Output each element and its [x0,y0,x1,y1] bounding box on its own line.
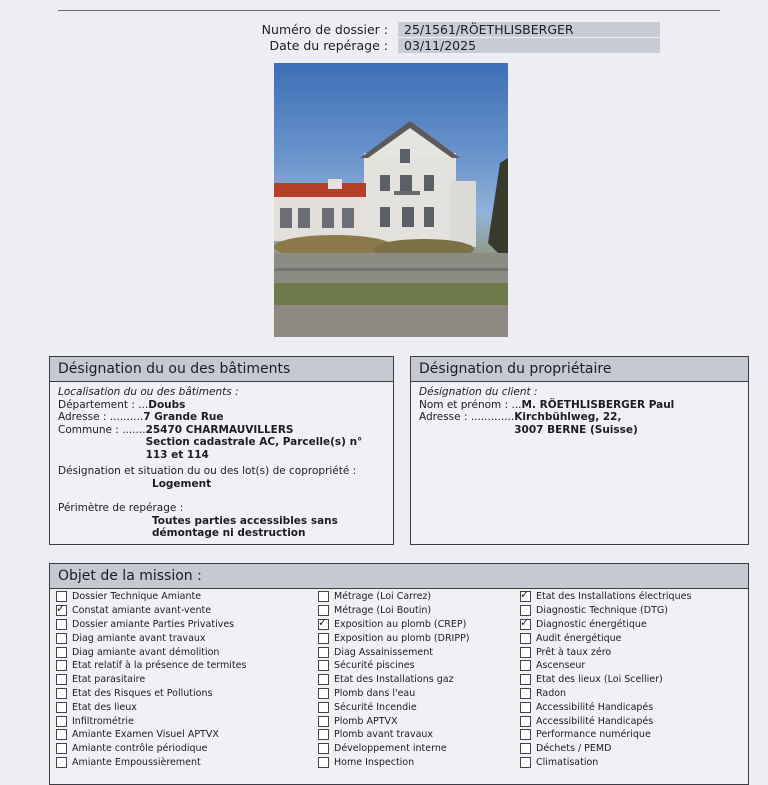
mission-option[interactable] [318,700,470,714]
mission-option-label: Métrage (Loi Carrez) [334,591,432,603]
dossier-label: Numéro de dossier : [261,22,388,37]
mission-option-label: Exposition au plomb (CREP) [334,618,467,630]
mission-option-label: Etat des lieux [72,701,137,713]
checkbox[interactable] [318,591,329,602]
checkbox[interactable] [56,619,67,630]
mission-option[interactable] [56,631,246,645]
checkbox[interactable] [520,647,531,658]
mission-option-label: Déchets / PEMD [536,743,612,755]
checkbox[interactable] [318,716,329,727]
checkbox[interactable] [56,729,67,740]
checkbox[interactable] [520,702,531,713]
mission-column-1 [56,590,246,769]
checkbox[interactable] [56,702,67,713]
mission-option[interactable] [56,604,246,618]
mission-option-label: Infiltrométrie [72,715,134,727]
mission-option[interactable] [520,604,691,618]
mission-option[interactable] [520,687,691,701]
checkbox[interactable] [318,647,329,658]
batiment-body [50,382,393,544]
mission-option[interactable] [56,714,246,728]
mission-option[interactable] [318,659,470,673]
checkbox[interactable] [318,757,329,768]
proprio-adresse-line-2: 3007 BERNE (Suisse) [514,423,638,436]
mission-option[interactable] [318,687,470,701]
mission-option-label: Amiante contrôle périodique [72,743,208,755]
checkbox-checked[interactable] [318,619,329,630]
proprio-adresse-line-1: Kirchbühlweg, 22, [514,411,622,423]
commune-row [58,424,385,462]
mission-option[interactable] [56,645,246,659]
mission-option-label: Prêt à taux zéro [536,646,612,658]
mission-option[interactable] [318,590,470,604]
mission-option[interactable] [520,700,691,714]
client-label: Désignation du client : [419,386,538,398]
mission-option-label: Etat parasitaire [72,674,146,686]
mission-option[interactable] [318,728,470,742]
mission-option-label: Audit énergétique [536,632,622,644]
proprio-adresse-row [419,411,740,436]
adresse-row [58,411,385,424]
mission-option-label: Sécurité Incendie [334,701,417,713]
mission-option-label: Etat des Installations électriques [536,591,692,603]
mission-option-label: Diag Assainissement [334,646,433,658]
mission-option-label: Dossier Technique Amiante [72,591,202,603]
mission-option-label: Dossier amiante Parties Privatives [72,618,235,630]
commune-line-3: 113 et 114 [145,448,209,461]
commune-value [146,424,363,462]
mission-option[interactable] [56,700,246,714]
checkbox[interactable] [56,688,67,699]
checkbox[interactable] [318,688,329,699]
mission-option-label: Exposition au plomb (DRIPP) [334,632,470,644]
commune-line-1: 25470 CHARMAUVILLERS [145,423,294,436]
mission-option-label: Plomb dans l'eau [334,687,416,699]
checkbox[interactable] [520,716,531,727]
mission-option[interactable] [520,631,691,645]
mission-option-label: Sécurité piscines [334,660,415,672]
mission-option-label: Ascenseur [536,660,586,672]
mission-option[interactable] [318,714,470,728]
mission-option-label: Etat des Installations gaz [334,674,454,686]
batiment-panel [49,356,394,545]
proprio-adresse-label: Adresse : ............. [419,411,515,423]
mission-option-label: Amiante Examen Visuel APTVX [72,729,219,741]
proprio-adresse-value [514,411,638,436]
mission-option[interactable] [520,714,691,728]
nom-value: M. RÖETHLISBERGER Paul [521,398,675,411]
mission-option-label: Diagnostic Technique (DTG) [536,605,668,617]
mission-option-label: Performance numérique [536,729,651,741]
mission-option[interactable] [520,742,691,756]
checkbox[interactable] [56,757,67,768]
checkbox[interactable] [318,605,329,616]
checkbox[interactable] [56,674,67,685]
checkbox[interactable] [56,660,67,671]
mission-option-label: Accessibilité Handicapés [536,701,654,713]
dossier-row [230,22,660,37]
checkbox[interactable] [318,743,329,754]
mission-option-label: Etat des Risques et Pollutions [72,687,213,699]
date-value: 03/11/2025 [398,38,660,53]
mission-option-label: Plomb avant travaux [334,729,434,741]
adresse-value: 7 Grande Rue [143,411,224,423]
mission-column-3 [520,590,691,769]
localisation-label: Localisation du ou des bâtiments : [58,386,239,398]
checkbox[interactable] [520,688,531,699]
mission-option-label: Amiante Empoussièrement [72,756,201,768]
mission-option[interactable] [520,728,691,742]
checkbox[interactable] [56,591,67,602]
mission-option[interactable] [520,659,691,673]
checkbox[interactable] [520,633,531,644]
mission-option-label: Etat des lieux (Loi Scellier) [536,674,663,686]
mission-option-label: Diag amiante avant démolition [72,646,220,658]
mission-option[interactable] [56,590,246,604]
date-label: Date du repérage : [269,38,388,53]
mission-option[interactable] [56,742,246,756]
commune-label: Commune : ....... [58,423,146,436]
checkbox-checked[interactable] [56,605,67,616]
mission-option[interactable] [56,687,246,701]
copro-value: Logement [152,477,212,490]
checkbox-checked[interactable] [520,619,531,630]
mission-option[interactable] [318,618,470,632]
mission-option[interactable] [520,618,691,632]
mission-option[interactable] [56,756,246,770]
mission-option[interactable] [56,673,246,687]
proprietaire-body [411,382,748,440]
top-rule [58,10,720,11]
mission-option-label: Home Inspection [334,756,415,768]
checkbox[interactable] [318,674,329,685]
mission-option[interactable] [520,756,691,770]
mission-option[interactable] [520,645,691,659]
checkbox[interactable] [520,660,531,671]
checkbox[interactable] [520,757,531,768]
departement-label: Département : ... [58,398,149,411]
departement-row [58,399,385,412]
mission-option-label: Climatisation [536,756,599,768]
checkbox[interactable] [56,633,67,644]
checkbox[interactable] [520,674,531,685]
mission-option[interactable] [318,604,470,618]
mission-option-label: Constat amiante avant-vente [72,605,212,617]
adresse-label: Adresse : .......... [58,411,144,423]
checkbox[interactable] [520,743,531,754]
mission-option[interactable] [56,659,246,673]
mission-option[interactable] [56,728,246,742]
nom-label: Nom et prénom : ... [419,398,522,411]
mission-option[interactable] [318,742,470,756]
mission-option[interactable] [318,756,470,770]
perimetre-label: Périmètre de repérage : [58,502,184,514]
mission-option[interactable] [318,645,470,659]
mission-option[interactable] [318,631,470,645]
checkbox[interactable] [56,743,67,754]
checkbox[interactable] [318,702,329,713]
checkbox[interactable] [318,633,329,644]
date-row [230,38,660,53]
dossier-header [230,22,660,54]
mission-option-label: Diag amiante avant travaux [72,632,206,644]
mission-panel [49,563,749,785]
mission-option-label: Métrage (Loi Boutin) [334,605,432,617]
mission-option-label: Diagnostic énergétique [536,618,647,630]
perimetre-line-1: Toutes parties accessibles sans [152,514,338,527]
mission-option[interactable] [520,673,691,687]
checkbox[interactable] [56,647,67,658]
building-photo [274,63,508,337]
checkbox[interactable] [520,605,531,616]
proprietaire-panel [410,356,749,545]
mission-option[interactable] [318,673,470,687]
copro-label: Désignation et situation du ou des lot(s) de copropriété : [58,465,357,477]
mission-option-label: Radon [536,687,567,699]
mission-option-label: Accessibilité Handicapés [536,715,654,727]
proprietaire-title: Désignation du propriétaire [411,357,748,382]
mission-option-label: Etat relatif à la présence de termites [72,660,247,672]
departement-value: Doubs [148,398,186,411]
mission-option[interactable] [56,618,246,632]
mission-option-label: Plomb APTVX [334,715,398,727]
batiment-title: Désignation du ou des bâtiments [50,357,393,382]
perimetre-line-2: démontage ni destruction [152,527,306,539]
nom-row [419,399,740,412]
commune-line-2: Section cadastrale AC, Parcelle(s) n° [145,436,363,448]
checkbox[interactable] [56,716,67,727]
checkbox[interactable] [520,729,531,740]
mission-option[interactable] [520,590,691,604]
mission-title: Objet de la mission : [50,564,748,589]
checkbox[interactable] [318,660,329,671]
checkbox-checked[interactable] [520,591,531,602]
checkbox[interactable] [318,729,329,740]
mission-column-2 [318,590,470,769]
dossier-value: 25/1561/RÖETHLISBERGER [398,22,660,37]
mission-option-label: Développement interne [334,743,447,755]
